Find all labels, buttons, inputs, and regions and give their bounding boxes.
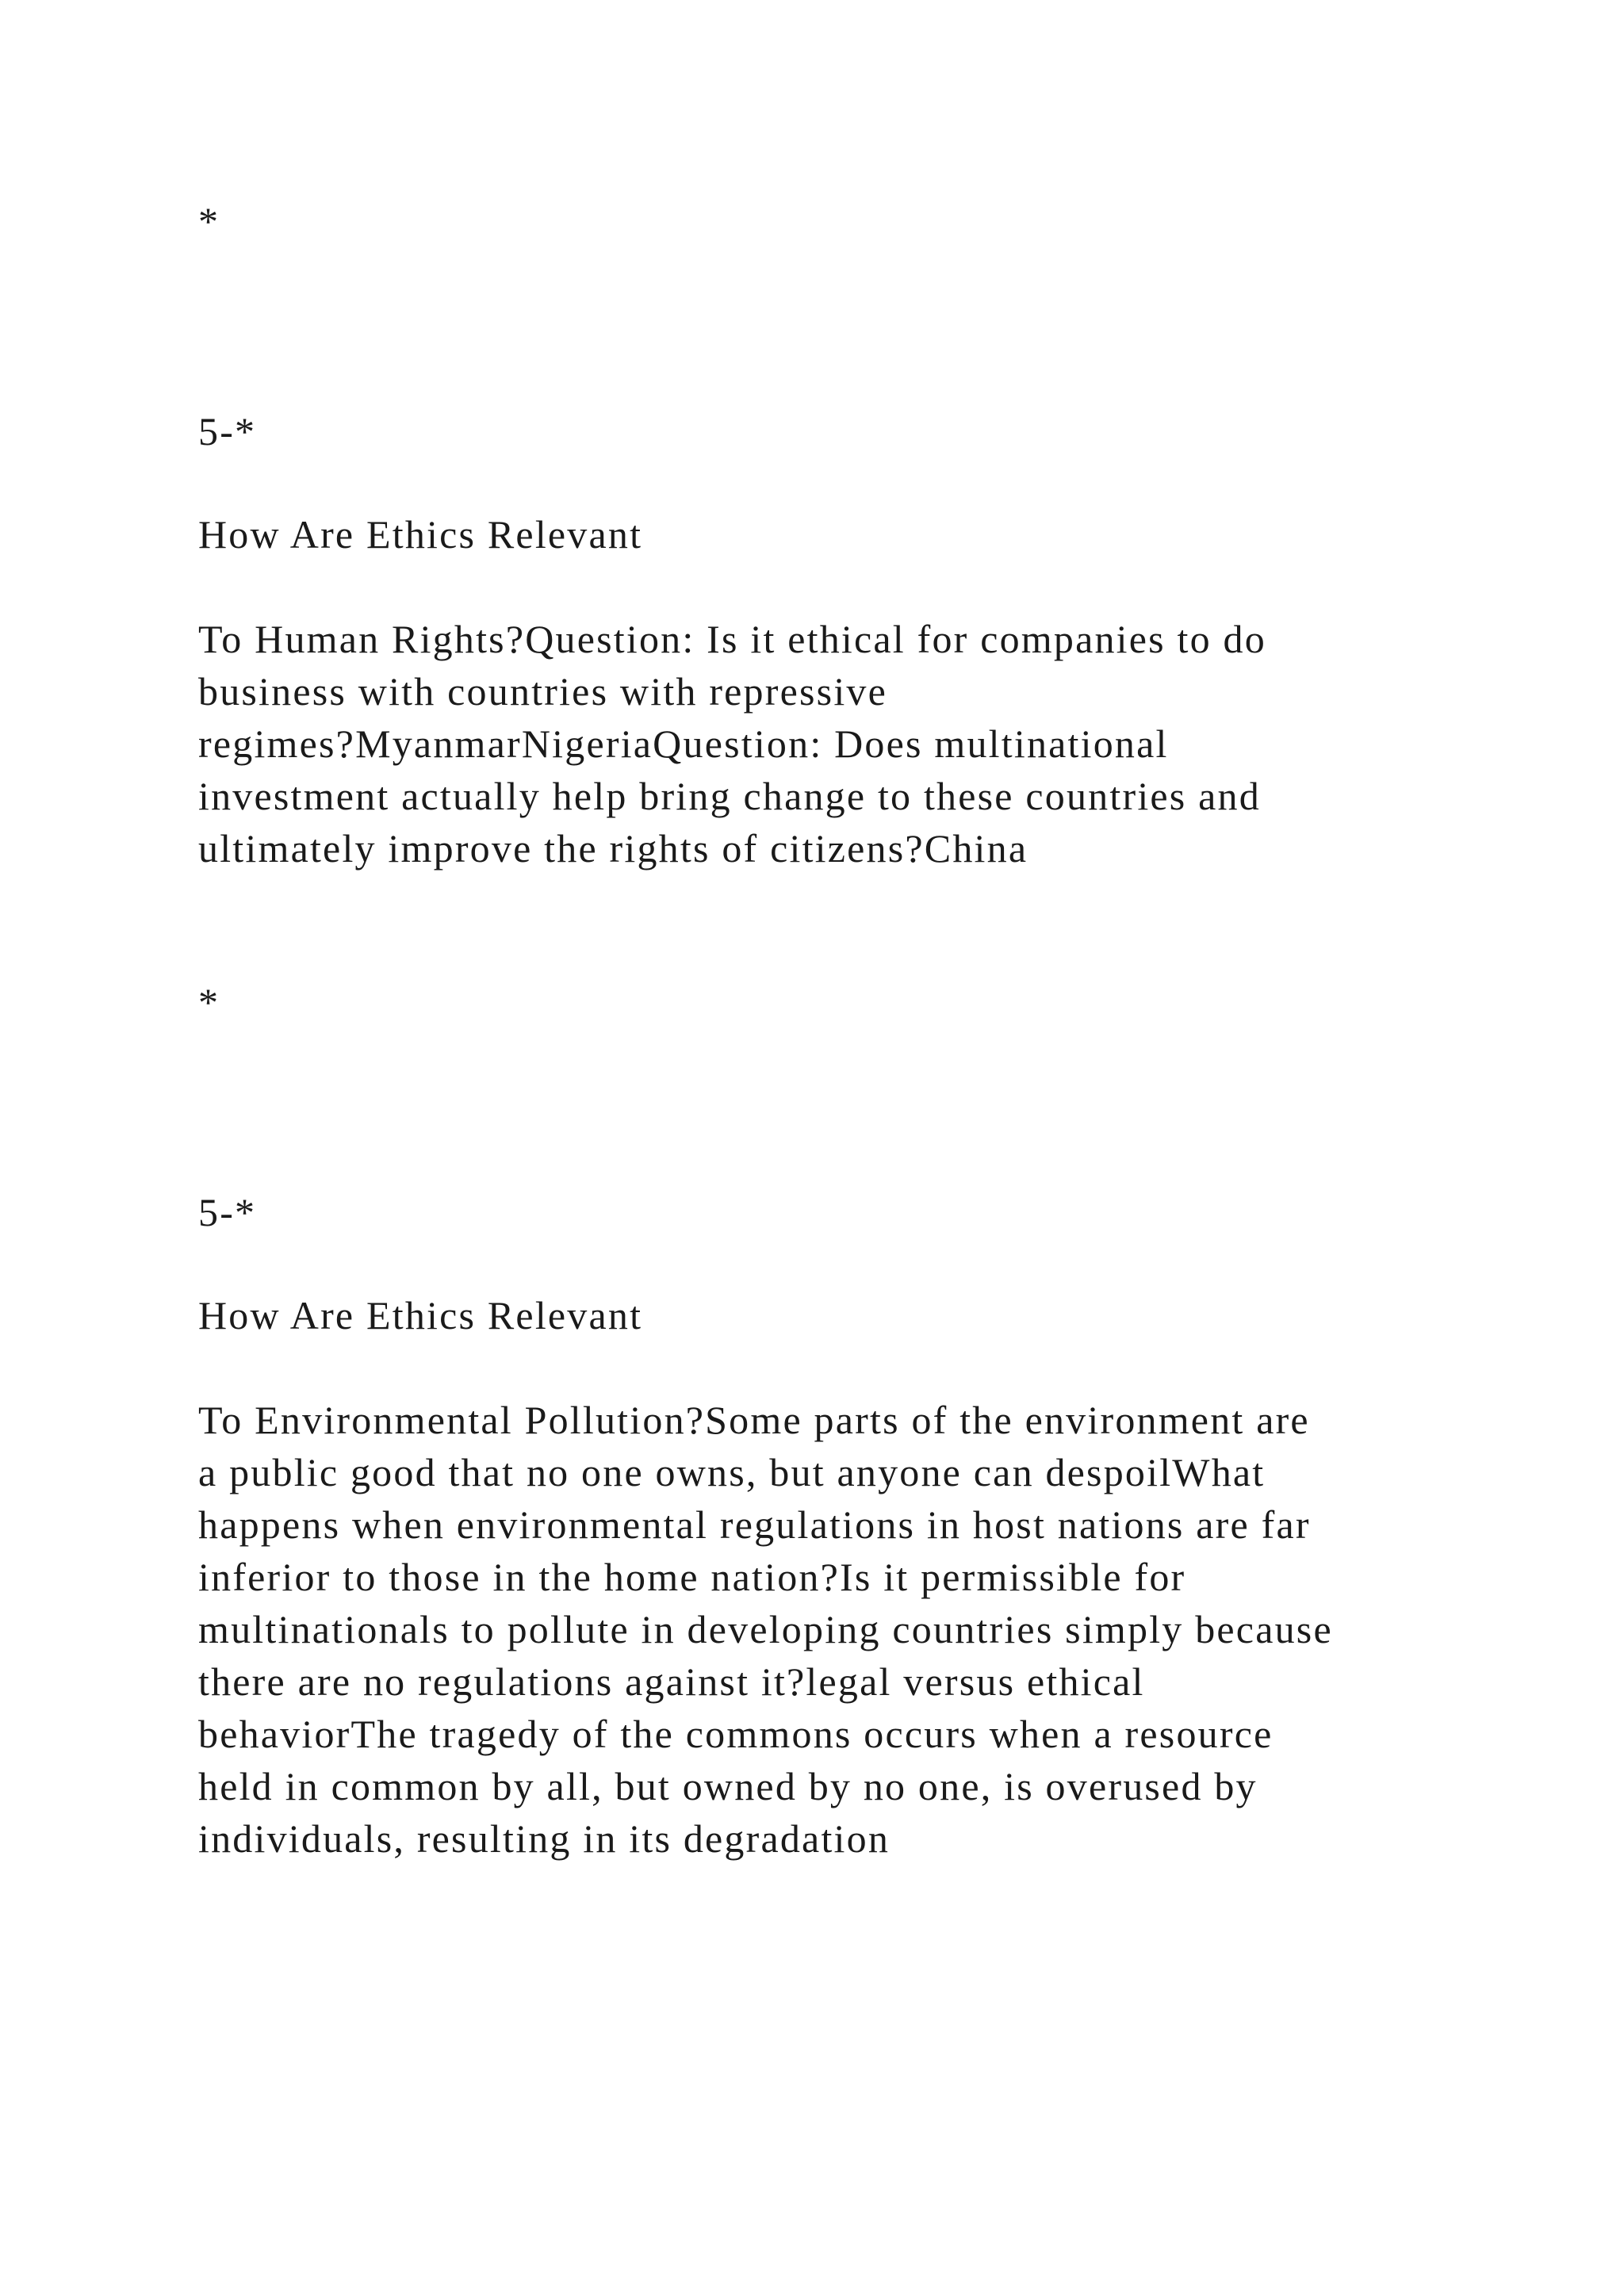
body-line: ultimately improve the rights of citizens?China bbox=[198, 826, 1028, 871]
body-line: investment actually help bring change to these countries and bbox=[198, 774, 1261, 818]
body-line: To Environmental Pollution?Some parts of the environment are bbox=[198, 1398, 1310, 1442]
body-line: To Human Rights?Question: Is it ethical for companies to do bbox=[198, 617, 1266, 661]
body-line: multinationals to pollute in developing countries simply because bbox=[198, 1607, 1333, 1651]
body-line: happens when environmental regulations in host nations are far bbox=[198, 1502, 1311, 1547]
body-line: inferior to those in the home nation?Is it permissible for bbox=[198, 1555, 1186, 1599]
body-line: individuals, resulting in its degradation bbox=[198, 1816, 891, 1861]
slide-number: 5-* bbox=[198, 409, 257, 453]
slide-body bbox=[198, 613, 1483, 874]
body-line: business with countries with repressive bbox=[198, 669, 888, 714]
slide-body bbox=[198, 1394, 1483, 1865]
slide-marker: * bbox=[198, 980, 220, 1024]
body-line: held in common by all, but owned by no one, is overused by bbox=[198, 1764, 1258, 1808]
body-line: there are no regulations against it?legal versus ethical bbox=[198, 1659, 1145, 1704]
slide-heading: How Are Ethics Relevant bbox=[198, 512, 643, 557]
body-line: regimes?MyanmarNigeriaQuestion: Does multinational bbox=[198, 721, 1169, 766]
body-line: a public good that no one owns, but anyone can despoilWhat bbox=[198, 1450, 1266, 1494]
slide-number: 5-* bbox=[198, 1190, 257, 1234]
body-line: behaviorThe tragedy of the commons occurs when a resource bbox=[198, 1712, 1274, 1756]
slide-heading: How Are Ethics Relevant bbox=[198, 1293, 643, 1337]
slide-marker: * bbox=[198, 199, 220, 243]
